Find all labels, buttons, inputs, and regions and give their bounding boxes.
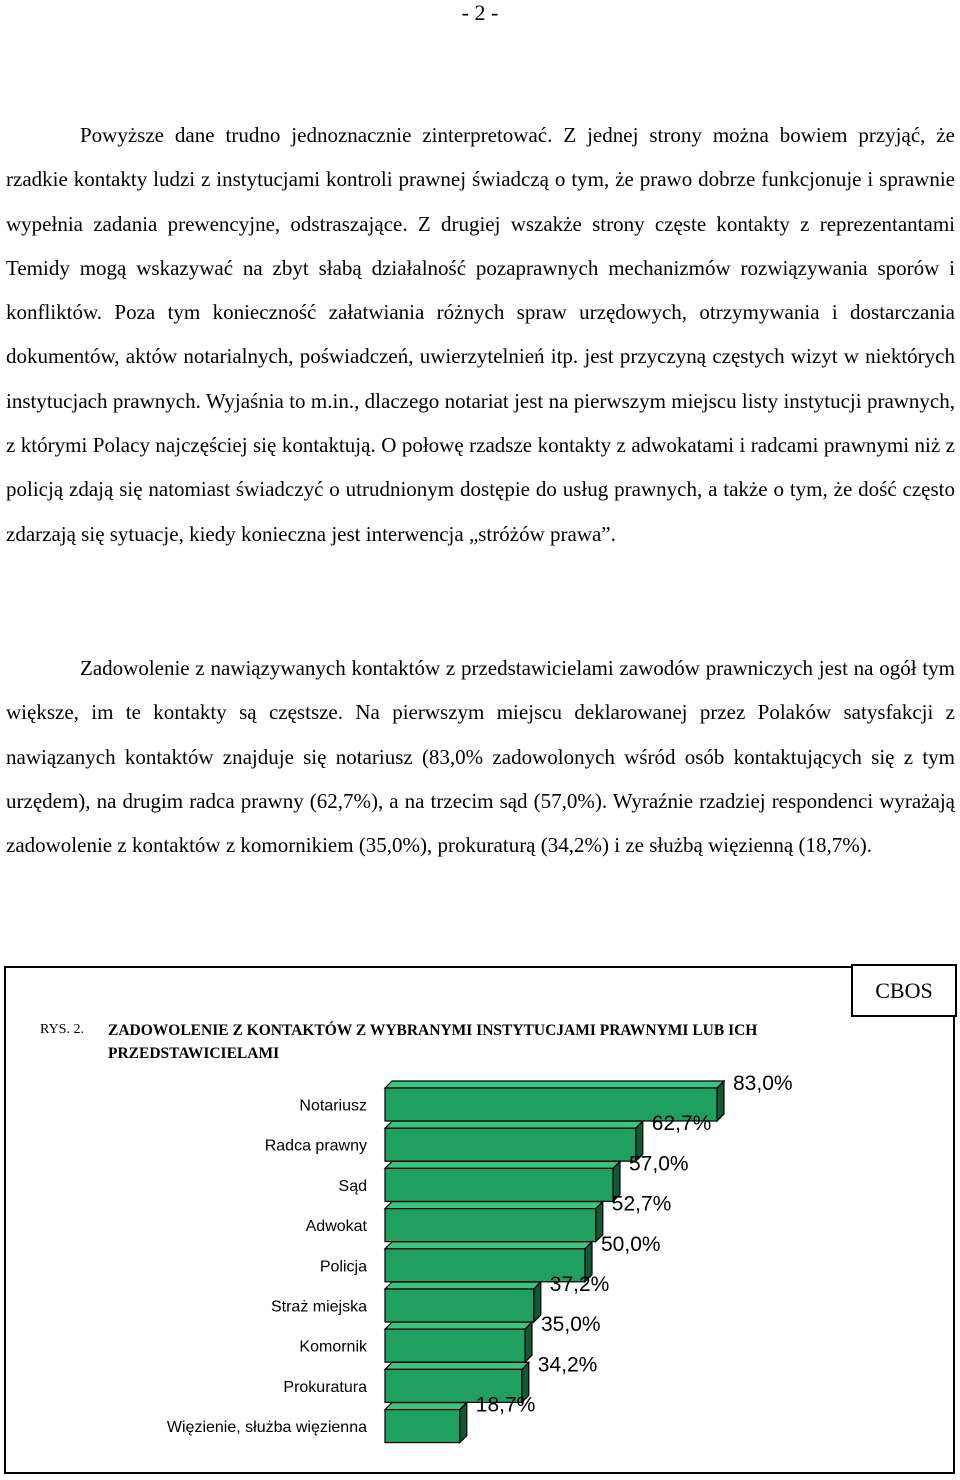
bar-top-face: [385, 1362, 529, 1369]
bar-side-face: [717, 1081, 724, 1121]
value-label: 52,7%: [611, 1192, 672, 1216]
value-label: 34,2%: [537, 1353, 598, 1377]
category-label: Prokuratura: [283, 1378, 367, 1396]
bar-top-face: [385, 1403, 467, 1410]
category-label: Więzienie, służba więzienna: [166, 1419, 367, 1437]
category-label: Komornik: [299, 1338, 367, 1356]
value-label: 50,0%: [601, 1232, 661, 1256]
body-paragraph-2: Zadowolenie z nawiązywanych kontaktów z przedstawicielami zawodów prawniczych jest na ogół tym większe, im te kontakty są częstsze. Na pierwszym miejscu deklarowanej przez Polaków satysfakcji z nawiązanych kontaktów znajduje się notariusz (83,0% zadowolonych wśród osób kontaktujących się z tym urzędem), na drugim radca prawny (62,7%), a na trzecim sąd (57,0%). Wyraźnie rzadziej respondenci wyrażają zadowolenie z kontaktów z komornikiem (35,0%), prokuraturą (34,2%) i ze służbą więzienną (18,7%).: [6, 656, 955, 858]
bar: [385, 1209, 596, 1242]
bar-top-face: [385, 1242, 592, 1249]
bar-top-face: [385, 1322, 532, 1329]
bar-top-face: [385, 1202, 603, 1209]
category-label: Notariusz: [299, 1097, 367, 1115]
value-label: 83,0%: [733, 1072, 793, 1095]
bar: [385, 1289, 534, 1322]
figure-title: ZADOWOLENIE Z KONTAKTÓW Z WYBRANYMI INSTYTUCJAMI PRAWNYMI LUB ICH PRZEDSTAWICIELAMI: [108, 1022, 758, 1062]
bar-top-face: [385, 1161, 620, 1168]
category-label: Radca prawny: [264, 1137, 367, 1155]
bar-top-face: [385, 1081, 724, 1088]
bar: [385, 1410, 460, 1443]
bar-top-face: [385, 1282, 541, 1289]
page-number: - 2 -: [461, 0, 499, 25]
value-label: 18,7%: [475, 1393, 536, 1417]
bar-group: [299, 1072, 792, 1121]
bar: [385, 1329, 525, 1362]
body-paragraph-1: Powyższe dane trudno jednoznacznie zinterpretować. Z jednej strony można bowiem przyjąć, że rzadkie kontakty ludzi z instytucjami kontroli prawnej świadczą o tym, że prawo dobrze funkcjonuje i sprawnie wypełnia zadania prewencyjne, odstraszające. Z drugiej wszakże strony częste kontakty z reprezentantami Temidy mogą wskazywać na zbyt słabą działalność pozaprawnych mechanizmów rozwiązywania sporów i konfliktów. Poza tym konieczność załatwiania różnych spraw urzędowych, otrzymywania i dostarczania dokumentów, aktów notarialnych, poświadczeń, uwierzytelnień itp. jest przyczyną częstych wizyt w niektórych instytucjach prawnych. Wyjaśnia to m.in., dlaczego notariat jest na pierwszym miejscu listy instytucji prawnych, z którymi Polacy najczęściej się kontaktują. O połowę rzadsze kontakty z adwokatami i radcami prawnymi niż z policją zdają się natomiast świadczyć o utrudnionym dostępie do usług prawnych, a także o tym, że dość często zdarzają się sytuacje, kiedy konieczna jest interwencja „stróżów prawa”.: [6, 123, 955, 546]
bar: [385, 1128, 636, 1161]
category-label: Straż miejska: [270, 1298, 367, 1316]
category-label: Policja: [319, 1258, 367, 1276]
value-label: 37,2%: [549, 1273, 610, 1296]
bar-side-face: [534, 1282, 541, 1322]
bar: [385, 1168, 613, 1201]
value-label: 62,7%: [651, 1112, 712, 1136]
bar-top-face: [385, 1121, 643, 1128]
category-label: Adwokat: [305, 1218, 367, 1236]
bar-group: [167, 1394, 535, 1443]
category-label: Sąd: [338, 1177, 367, 1195]
value-label: 57,0%: [629, 1152, 689, 1176]
bar-side-face: [525, 1322, 532, 1362]
figure-number: RYS. 2.: [40, 1022, 84, 1037]
bar-side-face: [460, 1403, 467, 1443]
value-label: 35,0%: [541, 1313, 601, 1337]
source-badge: CBOS: [851, 964, 957, 1017]
